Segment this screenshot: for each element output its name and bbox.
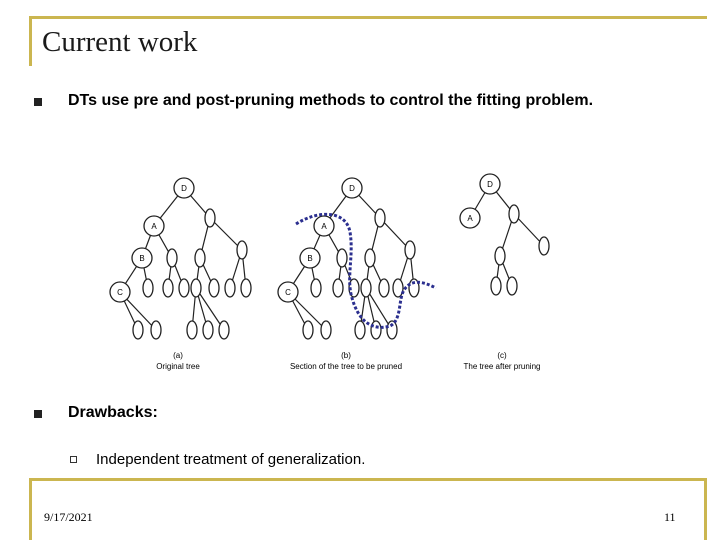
tree-b-leaf: [393, 279, 403, 297]
bullet-drawbacks: Drawbacks:: [68, 404, 158, 421]
bullet-square-icon: [34, 410, 42, 418]
tree-a-caption-label: (a): [173, 351, 183, 360]
tree-a-node: [237, 241, 247, 259]
tree-b-caption-label: (b): [341, 351, 351, 360]
tree-b-node: [405, 241, 415, 259]
tree-c-node: [495, 247, 505, 265]
bullet-pruning-text: DTs use pre and post-pruning methods to control the fitting problem.: [68, 92, 594, 109]
tree-b-leaf: [355, 321, 365, 339]
tree-c-leaf: [507, 277, 517, 295]
tree-a-leaf: [133, 321, 143, 339]
tree-a-leaf: [241, 279, 251, 297]
tree-a: [110, 178, 251, 371]
tree-b-node: [361, 279, 371, 297]
tree-b-node-a-label: A: [321, 222, 327, 231]
tree-b-node-b-label: B: [307, 254, 313, 263]
tree-a-root-label: D: [181, 184, 187, 193]
tree-a-leaf: [225, 279, 235, 297]
tree-a-node-a-label: A: [151, 222, 157, 231]
tree-a-leaf: [179, 279, 189, 297]
tree-a-leaf: [163, 279, 173, 297]
tree-b-leaf: [321, 321, 331, 339]
tree-a-leaf: [203, 321, 213, 339]
sub-bullet-hollow-square-icon: [70, 456, 77, 463]
tree-c-root-label: D: [487, 180, 493, 189]
tree-b-node: [365, 249, 375, 267]
tree-a-node-c-label: C: [117, 288, 123, 297]
tree-a-node: [205, 209, 215, 227]
tree-b-caption-text: Section of the tree to be pruned: [289, 362, 403, 371]
tree-a-node: [167, 249, 177, 267]
tree-b-node-c-label: C: [285, 288, 291, 297]
tree-a-node: [191, 279, 201, 297]
tree-c-node-a-label: A: [467, 214, 473, 223]
sub-bullet-generalization: Independent treatment of generalization.: [96, 451, 366, 468]
tree-b-root-label: D: [349, 184, 355, 193]
tree-a-leaf: [219, 321, 229, 339]
tree-b-node: [337, 249, 347, 267]
footer-date: 9/17/2021: [44, 510, 93, 524]
tree-b-leaf: [333, 279, 343, 297]
tree-c-node: [509, 205, 519, 223]
tree-c-caption-label: (c): [497, 351, 507, 360]
tree-a-leaf: [209, 279, 219, 297]
tree-b-leaf: [303, 321, 313, 339]
tree-a-node-b-label: B: [139, 254, 145, 263]
tree-a-caption-text: Original tree: [156, 362, 200, 371]
tree-a-leaf: [151, 321, 161, 339]
tree-b-leaf: [379, 279, 389, 297]
tree-a-leaf: [187, 321, 197, 339]
tree-c-caption-text: The tree after pruning: [463, 362, 541, 371]
tree-c-leaf: [539, 237, 549, 255]
slide-title: Current work: [42, 26, 198, 58]
tree-b: [278, 178, 436, 371]
tree-a-node: [195, 249, 205, 267]
page-number: 11: [664, 510, 676, 524]
tree-b-leaf: [371, 321, 381, 339]
tree-a-leaf: [143, 279, 153, 297]
tree-b-leaf: [311, 279, 321, 297]
tree-c-leaf: [491, 277, 501, 295]
tree-c: [460, 174, 549, 371]
tree-b-node: [375, 209, 385, 227]
